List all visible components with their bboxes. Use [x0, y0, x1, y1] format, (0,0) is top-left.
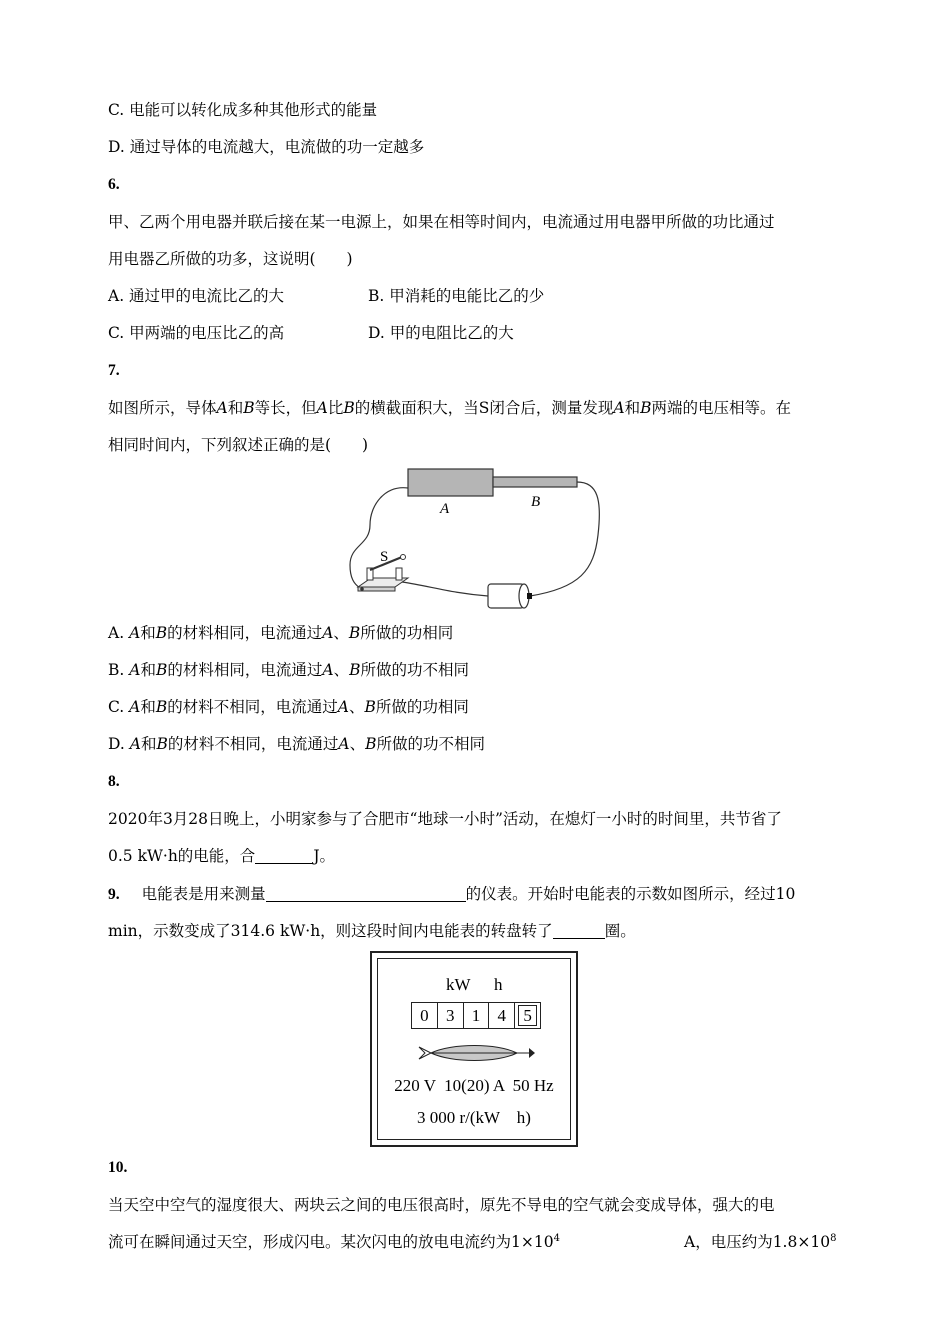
q6-option-d: D. 甲的电阻比乙的大 [368, 324, 514, 342]
q7-stem-line1: 如图所示，导体A和B等长，但A比B的横截面积大，当S闭合后，测量发现A和B两端的电压相等。在 [108, 399, 791, 417]
battery [488, 584, 532, 608]
q10-stem-line2-part2: A，电压约为$1.8\times 10^8$ [684, 1233, 837, 1251]
q6-option-b: B. 甲消耗的电能比乙的少 [368, 287, 545, 305]
meter-digit: 3 [438, 1003, 464, 1028]
q8-number: 8. [108, 773, 120, 790]
meter-spec-line1: 220 V 10(20) A 50 Hz [394, 1076, 554, 1095]
q10-number: 10. [108, 1159, 128, 1176]
q7-option-b: B. A和B的材料相同，电流通过A、B所做的功不相同 [108, 661, 469, 679]
q10-stem-line1: 当天空中空气的湿度很大、两块云之间的电压很高时，原先不导电的空气就会变成导体，强大的电 [108, 1196, 775, 1214]
q9-stem-line2: min，示数变成了314.6 kW·h，则这段时间内电能表的转盘转了 圈。 [108, 922, 636, 940]
q7-option-c: C. A和B的材料不相同，电流通过A、B所做的功相同 [108, 698, 469, 716]
q5-option-c: C. 电能可以转化成多种其他形式的能量 [108, 101, 378, 119]
q6-stem-line2: 用电器乙所做的功多，这说明( ) [108, 250, 353, 268]
meter-spec-line2: 3 000 r/(kW h) [417, 1108, 531, 1127]
wire-right [530, 482, 599, 596]
meter-digit: 0 [412, 1003, 438, 1028]
meter-unit-kw: kW [446, 975, 471, 994]
conductor-b [493, 477, 577, 487]
q9-stem-line1: 9. 电能表是用来测量 的仪表。开始时电能表的示数如图所示，经过10 [108, 885, 796, 903]
label-s: S [380, 549, 389, 565]
q7-stem-line2: 相同时间内，下列叙述正确的是( ) [108, 436, 369, 454]
q9-number: 9. [108, 886, 120, 903]
meter-digit: 1 [464, 1003, 490, 1028]
q6-option-c: C. 甲两端的电压比乙的高 [108, 324, 285, 342]
q8-stem-line2: 0.5 kW·h的电能，合 J。 [108, 847, 336, 865]
meter-rotating-disc-icon [417, 1039, 537, 1067]
q7-option-a: A. A和B的材料相同，电流通过A、B所做的功相同 [108, 624, 454, 642]
q5-option-d: D. 通过导体的电流越大，电流做的功一定越多 [108, 138, 425, 156]
wire-bottom [402, 582, 488, 596]
meter-digit: 4 [489, 1003, 515, 1028]
meter-decimal-digit: 5 [518, 1005, 537, 1026]
q6-number: 6. [108, 176, 120, 193]
meter-readout [411, 1002, 541, 1029]
circuit-diagram [340, 460, 610, 620]
q6-stem-line1: 甲、乙两个用电器并联后接在某一电源上，如果在相等时间内，电流通过用电器甲所做的功比通过 [108, 213, 775, 231]
q9-answer-blank-1 [266, 886, 466, 902]
q8-stem-line1: 2020年3月28日晚上，小明家参与了合肥市“地球一小时”活动，在熄灯一小时的时间里，共节省了 [108, 810, 782, 828]
label-b: B [531, 494, 541, 510]
q9-answer-blank-2 [553, 923, 605, 939]
meter-unit-h: h [494, 975, 503, 994]
q8-answer-blank [255, 848, 313, 864]
q10-stem-line2-part1: 流可在瞬间通过天空，形成闪电。某次闪电的放电电流约为$1\times 10^4$ [108, 1233, 560, 1251]
meter-decimal-cell [515, 1003, 540, 1028]
q7-option-d: D. A和B的材料不相同，电流通过A、B所做的功不相同 [108, 735, 485, 753]
conductor-a [408, 469, 493, 496]
label-a: A [440, 501, 450, 517]
q6-option-a: A. 通过甲的电流比乙的大 [108, 287, 285, 305]
energy-meter [370, 951, 578, 1147]
q7-number: 7. [108, 362, 120, 379]
